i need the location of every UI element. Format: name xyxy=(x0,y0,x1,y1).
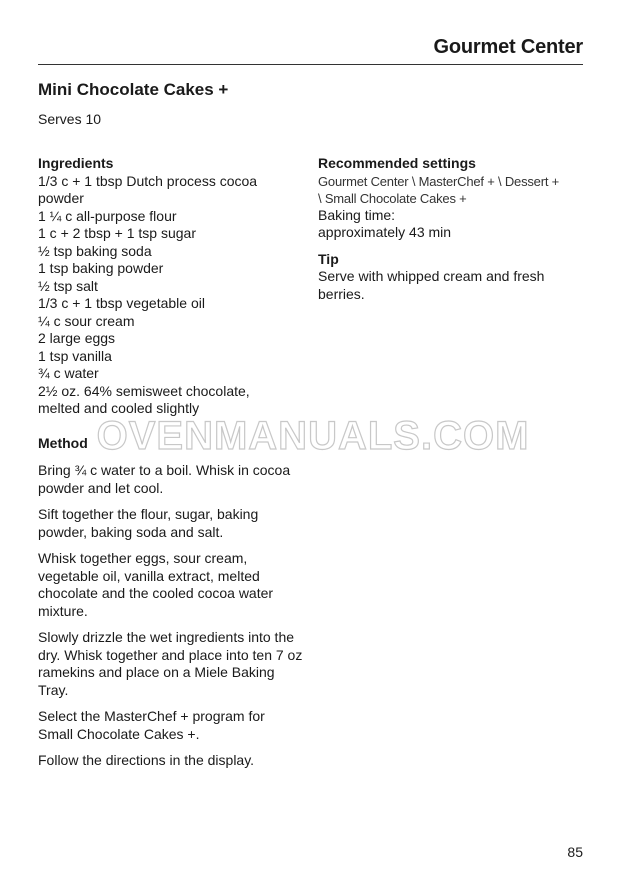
method-step: Follow the directions in the display. xyxy=(38,752,255,768)
ingredient-line: ½ tsp salt xyxy=(38,277,98,294)
left-column xyxy=(38,155,303,779)
method-step: Slowly drizzle the wet ingredients into the dry. Whisk together and place into ten 7 oz ramekins and place on a Miele Baking Tray. xyxy=(38,629,303,698)
recipe-title: Mini Chocolate Cakes + xyxy=(38,80,229,99)
method-heading: Method xyxy=(38,434,88,451)
page-header-title: Gourmet Center xyxy=(433,36,583,58)
ingredients-heading: Ingredients xyxy=(38,155,114,171)
ingredient-line: 1 c + 2 tbsp + 1 tsp sugar xyxy=(38,225,196,241)
settings-path-line: \ Small Chocolate Cakes + xyxy=(318,190,467,206)
ingredient-line: ¼ c sour cream xyxy=(38,312,135,329)
ingredient-line: 1 ¼ c all-purpose flour xyxy=(38,207,177,224)
method-step: Bring ¾ c water to a boil. Whisk in cocoa powder and let cool. xyxy=(38,462,291,496)
ingredient-line: 1 tsp baking powder xyxy=(38,260,164,276)
baking-time-label: Baking time: xyxy=(318,206,396,223)
serves-text: Serves 10 xyxy=(38,111,102,127)
ingredient-line: 2 large eggs xyxy=(38,330,116,346)
ingredient-line: 1/3 c + 1 tbsp vegetable oil xyxy=(38,295,205,311)
baking-time-value: approximately 43 min xyxy=(318,224,452,240)
ingredient-line: 1 tsp vanilla xyxy=(38,347,112,364)
ingredient-line: ¾ c water xyxy=(38,365,99,381)
method-step: Select the MasterChef + program for Small Chocolate Cakes +. xyxy=(38,708,265,742)
page-number: 85 xyxy=(567,844,583,860)
tip-heading: Tip xyxy=(318,250,339,267)
ingredient-line: melted and cooled slightly xyxy=(38,400,200,416)
watermark: OVENMANUALS.COM xyxy=(96,414,530,458)
tip-text: Serve with whipped cream and fresh berries. xyxy=(318,268,545,302)
right-column xyxy=(318,155,588,303)
ingredients-list xyxy=(38,173,303,418)
method-step: Whisk together eggs, sour cream, vegetable oil, vanilla extract, melted chocolate and the cooled cocoa water mixture. xyxy=(38,550,274,619)
recommended-settings-heading: Recommended settings xyxy=(318,155,476,171)
method-step: Sift together the flour, sugar, baking powder, baking soda and salt. xyxy=(38,506,259,540)
header-divider xyxy=(38,64,583,65)
ingredient-line: powder xyxy=(38,190,84,206)
ingredient-line: 2½ oz. 64% semisweet chocolate, xyxy=(38,382,250,399)
ingredient-line: 1/3 c + 1 tbsp Dutch process cocoa xyxy=(38,172,258,189)
ingredient-line: ½ tsp baking soda xyxy=(38,242,152,259)
settings-path-line: Gourmet Center \ MasterChef + \ Dessert + xyxy=(318,173,560,189)
